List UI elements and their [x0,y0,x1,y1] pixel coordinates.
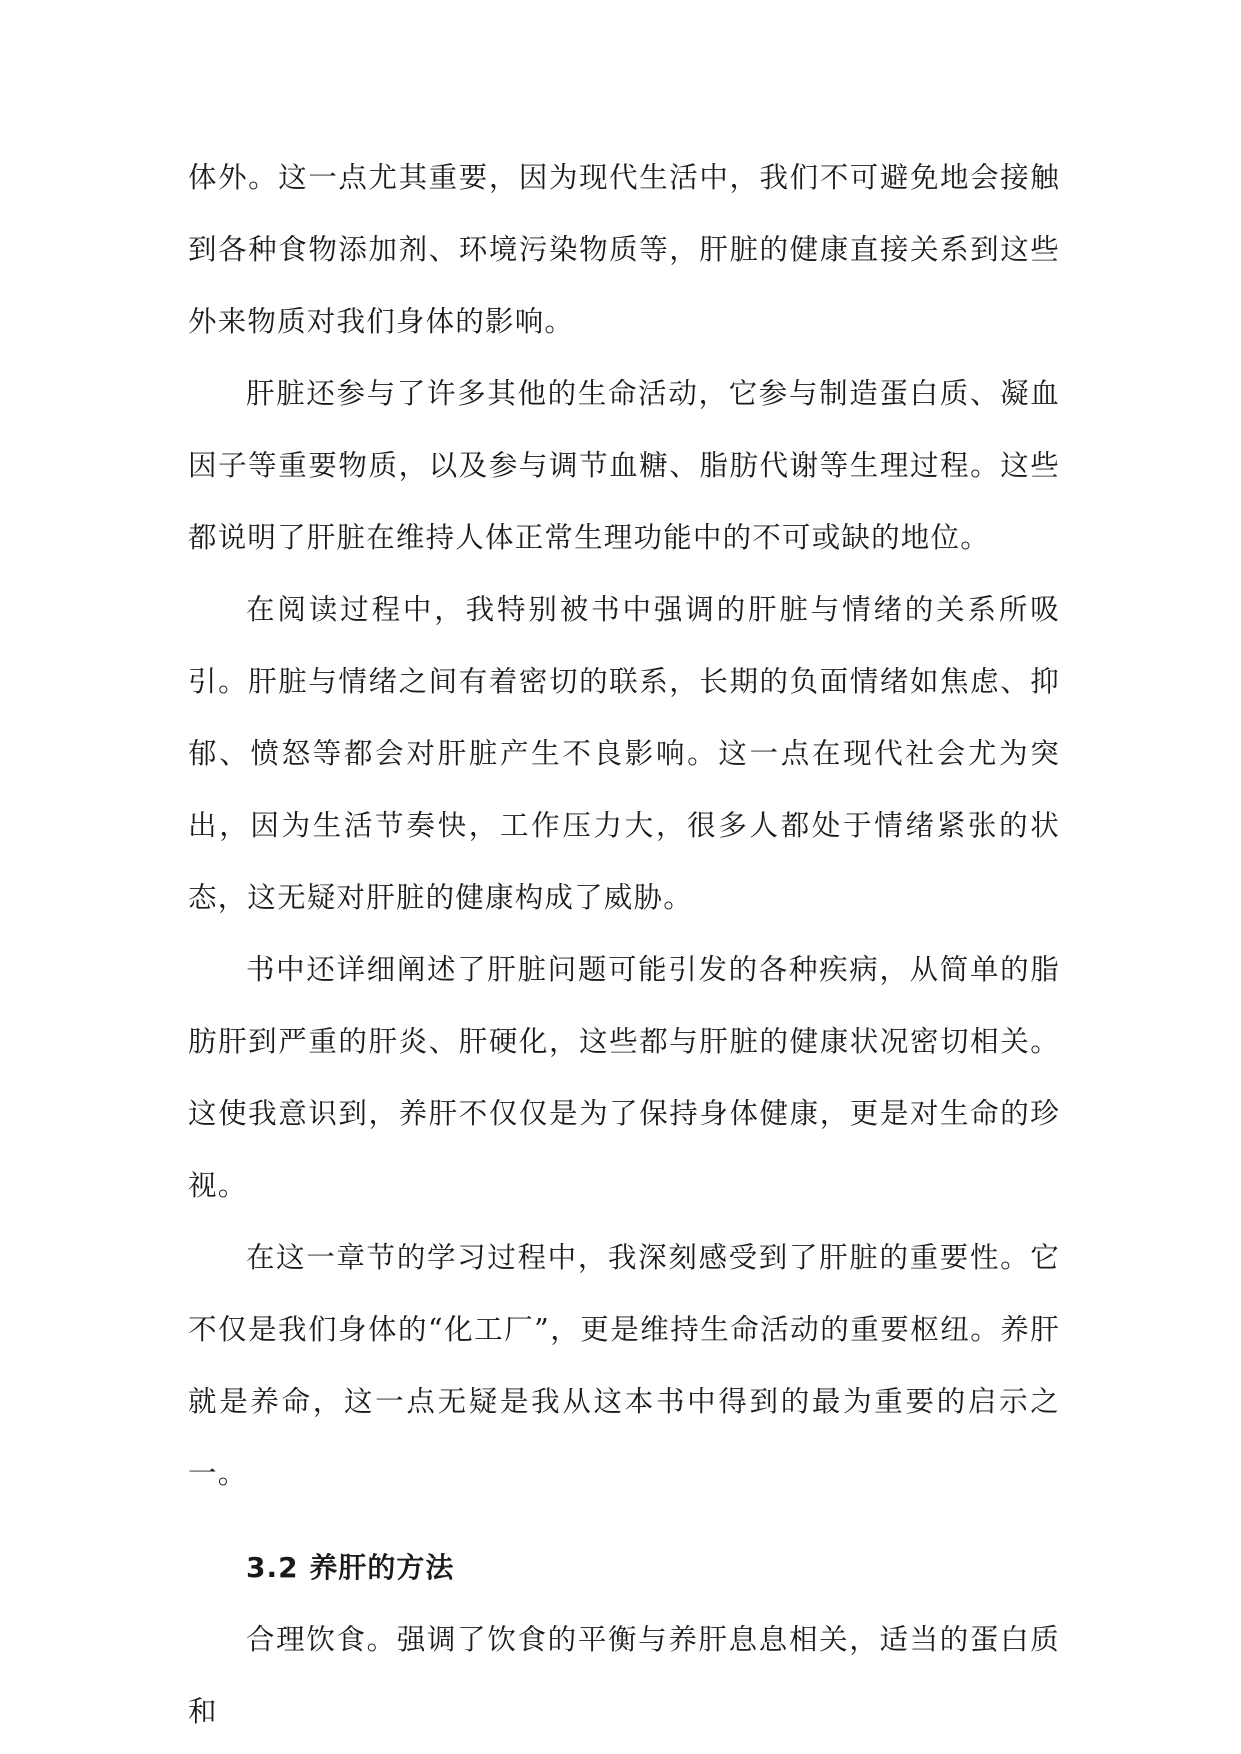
paragraph-liver-functions: 肝脏还参与了许多其他的生命活动，它参与制造蛋白质、凝血因子等重要物质，以及参与调节血糖、脂肪代谢等生理过程。这些都说明了肝脏在维持人体正常生理功能中的不可或缺的地位。 [188,377,1060,554]
body-text [188,142,1060,1748]
paragraph-diet: 合理饮食。强调了饮食的平衡与养肝息息相关，适当的蛋白质和 [188,1623,1060,1728]
paragraph-liver-diseases: 书中还详细阐述了肝脏问题可能引发的各种疾病，从简单的脂肪肝到严重的肝炎、肝硬化，这些都与肝脏的健康状况密切相关。这使我意识到，养肝不仅仅是为了保持身体健康，更是对生命的珍视。 [188,953,1060,1202]
paragraph-continued: 体外。这一点尤其重要，因为现代生活中，我们不可避免地会接触到各种食物添加剂、环境污染物质等，肝脏的健康直接关系到这些外来物质对我们身体的影响。 [188,161,1060,338]
section-heading: 3.2 养肝的方法 [246,1551,455,1584]
paragraph-chapter-summary: 在这一章节的学习过程中，我深刻感受到了肝脏的重要性。它不仅是我们身体的“化工厂”，更是维持生命活动的重要枢纽。养肝就是养命，这一点无疑是我从这本书中得到的最为重要的启示之一。 [188,1241,1060,1490]
paragraph-liver-emotions: 在阅读过程中，我特别被书中强调的肝脏与情绪的关系所吸引。肝脏与情绪之间有着密切的联系，长期的负面情绪如焦虑、抑郁、愤怒等都会对肝脏产生不良影响。这一点在现代社会尤为突出，因为生活节奏快，工作压力大，很多人都处于情绪紧张的状态，这无疑对肝脏的健康构成了威胁。 [188,593,1060,914]
